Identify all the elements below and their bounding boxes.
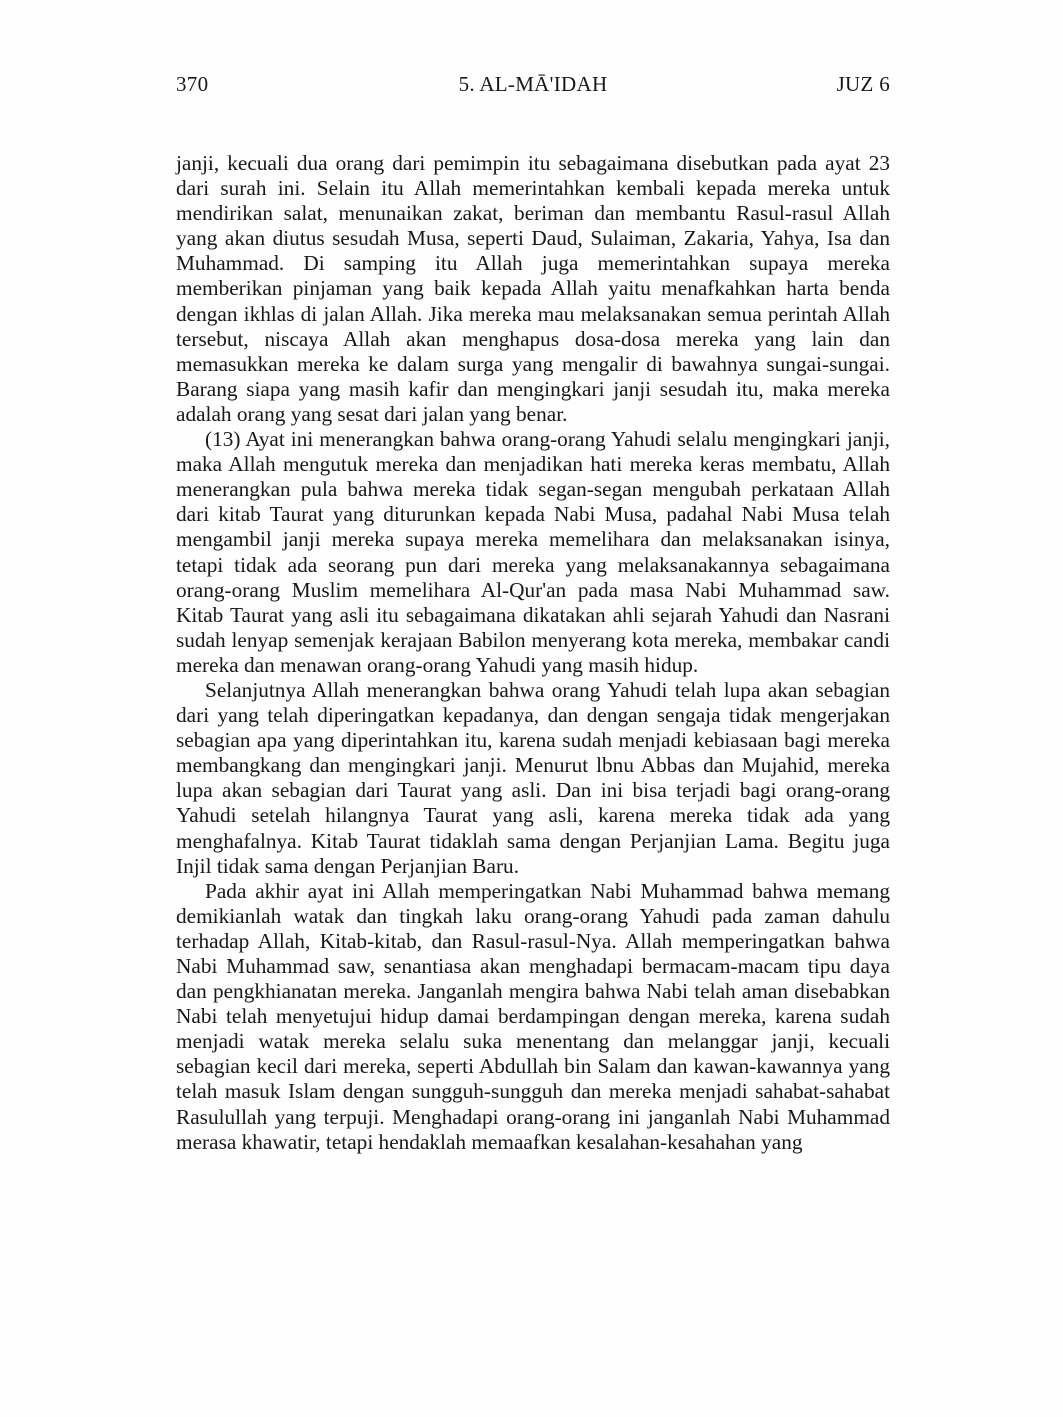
paragraph-selanjutnya: Selanjutnya Allah menerangkan bahwa orang Yahudi telah lupa akan sebagian dari yang telah diperingatkan kepadanya, dan dengan sengaja tidak mengerjakan sebagian apa yang diperintahkan itu, karena sudah menjadi kebiasaan bagi mereka membangkang dan mengingkari janji. Menurut lbnu Abbas dan Mujahid, mereka lupa akan sebagian dari Taurat yang asli. Dan ini bisa terjadi bagi orang-orang Yahudi setelah hilangnya Taurat yang asli, karena mereka tidak ada yang menghafalnya. Kitab Taurat tidaklah sama dengan Perjanjian Lama. Begitu juga Injil tidak sama dengan Perjanjian Baru. — [176, 677, 890, 878]
juz-label: JUZ 6 — [836, 72, 890, 96]
page-number: 370 — [176, 72, 209, 96]
page-header — [176, 72, 890, 97]
paragraph-pada-akhir: Pada akhir ayat ini Allah memperingatkan Nabi Muhammad bahwa memang demikianlah watak dan tingkah laku orang-orang Yahudi pada zaman dahulu terhadap Allah, Kitab-kitab, dan Rasul-rasul-Nya. Allah memperingatkan bahwa Nabi Muhammad saw, senantiasa akan menghadapi bermacam-macam tipu daya dan pengkhianatan mereka. Janganlah mengira bahwa Nabi telah aman disebabkan Nabi telah menyetujui hidup damai berdampingan dengan mereka, karena sudah menjadi watak mereka selalu suka menentang dan melanggar janji, kecuali sebagian kecil dari mereka, seperti Abdullah bin Salam dan kawan-kawannya yang telah masuk Islam dengan sungguh-sungguh dan mereka menjadi sahabat-sahabat Rasulullah yang terpuji. Menghadapi orang-orang ini janganlah Nabi Muhammad merasa khawatir, tetapi hendaklah memaafkan kesalahan-kesahahan yang — [176, 878, 890, 1154]
surah-title: 5. AL-MĀ'IDAH — [458, 72, 608, 96]
body-text — [176, 151, 890, 1155]
paragraph-ayat-13: (13) Ayat ini menerangkan bahwa orang-orang Yahudi selalu mengingkari janji, maka Allah mengutuk mereka dan menjadikan hati mereka keras membatu, Allah menerangkan pula bahwa mereka tidak segan-segan mengubah perkataan Allah dari kitab Taurat yang diturunkan kepada Nabi Musa, padahal Nabi Musa telah mengambil janji mereka supaya mereka memelihara dan melaksanakan isinya, tetapi tidak ada seorang pun dari mereka yang melaksanakannya sebagaimana orang-orang Muslim memelihara Al-Qur'an pada masa Nabi Muhammad saw. Kitab Taurat yang asli itu sebagaimana dikatakan ahli sejarah Yahudi dan Nasrani sudah lenyap semenjak kerajaan Babilon menyerang kota mereka, membakar candi mereka dan menawan orang-orang Yahudi yang masih hidup. — [176, 427, 890, 677]
paragraph-continuation: janji, kecuali dua orang dari pemimpin itu sebagaimana disebutkan pada ayat 23 dari surah ini. Selain itu Allah memerintahkan kembali kepada mereka untuk mendirikan salat, menunaikan zakat, beriman dan membantu Rasul-rasul Allah yang akan diutus sesudah Musa, seperti Daud, Sulaiman, Zakaria, Yahya, Isa dan Muhammad. Di samping itu Allah juga memerintahkan supaya mereka memberikan pinjaman yang baik kepada Allah yaitu menafkahkan harta benda dengan ikhlas di jalan Allah. Jika mereka mau melaksanakan semua perintah Allah tersebut, niscaya Allah akan menghapus dosa-dosa mereka yang lain dan memasukkan mereka ke dalam surga yang mengalir di bawahnya sungai-sungai. Barang siapa yang masih kafir dan mengingkari janji sesudah itu, maka mereka adalah orang yang sesat dari jalan yang benar. — [176, 151, 890, 426]
